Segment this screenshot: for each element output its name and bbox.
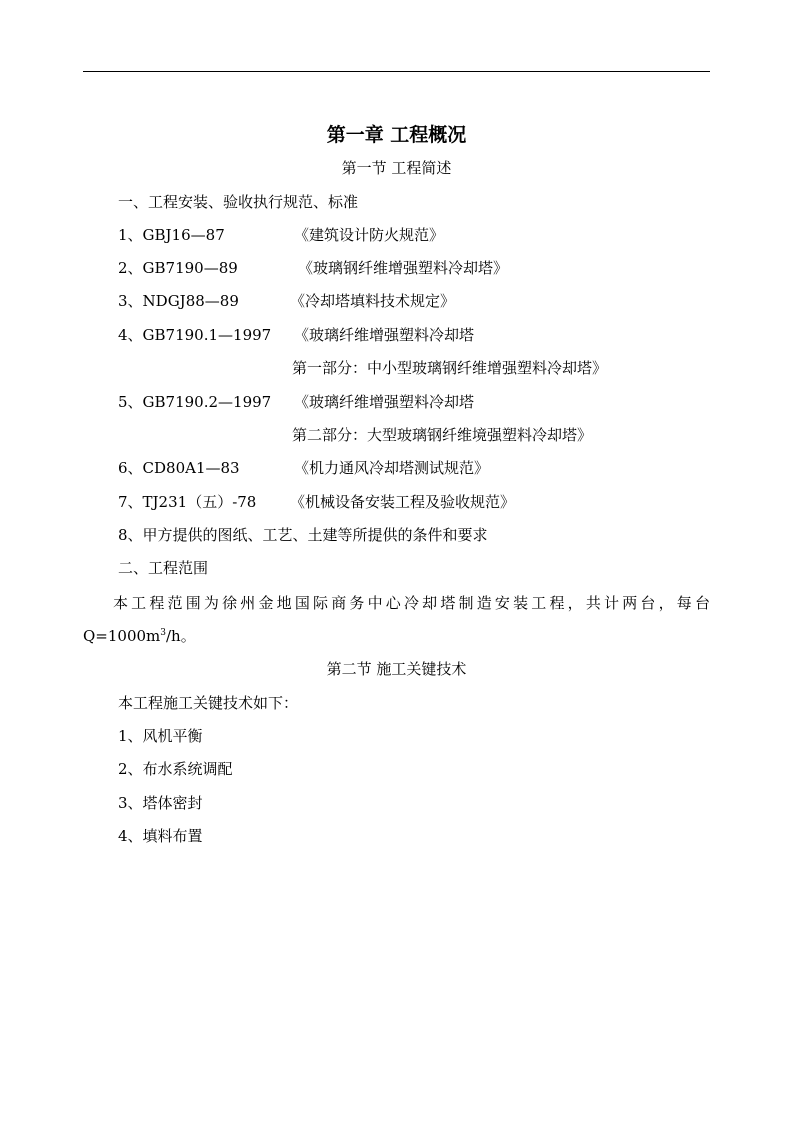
list-item: 1、风机平衡 <box>118 727 203 745</box>
standard-number: 1、GBJ16—87 <box>118 226 225 244</box>
standard-number: 6、CD80A1—83 <box>118 459 240 477</box>
list-item: 3、塔体密封 <box>118 794 203 812</box>
scope-text: 本工程范围为徐州金地国际商务中心冷却塔制造安装工程，共计两台，每台Q=1000m <box>83 594 710 645</box>
key-intro: 本工程施工关键技术如下： <box>118 694 299 712</box>
standard-name-continuation: 第二部分：大型玻璃钢纤维境强塑料冷却塔》 <box>292 426 593 444</box>
standard-name: 《机力通风冷却塔测试规范》 <box>294 459 490 477</box>
chapter-title: 第一章 工程概况 <box>326 124 467 146</box>
heading-standards: 一、工程安装、验收执行规范、标准 <box>118 193 359 211</box>
standard-number: 4、GB7190.1—1997 <box>118 326 272 344</box>
standard-name: 《玻璃纤维增强塑料冷却塔 <box>294 326 475 344</box>
standard-name-continuation: 第一部分：中小型玻璃钢纤维增强塑料冷却塔》 <box>292 359 608 377</box>
list-item: 2、布水系统调配 <box>118 760 233 778</box>
scope-paragraph <box>83 587 710 653</box>
section-title: 第一节 工程简述 <box>341 159 452 177</box>
standard-name: 《建筑设计防火规范》 <box>294 226 445 244</box>
list-item: 4、填料布置 <box>118 827 203 845</box>
standard-name: 《玻璃纤维增强塑料冷却塔 <box>294 393 475 411</box>
list-item: 8、甲方提供的图纸、工艺、土建等所提供的条件和要求 <box>118 526 488 544</box>
standard-name: 《冷却塔填料技术规定》 <box>290 292 456 310</box>
section-title: 第二节 施工关键技术 <box>326 660 467 678</box>
scope-superscript: 3 <box>160 628 166 638</box>
heading-scope: 二、工程范围 <box>118 559 209 577</box>
standard-name: 《机械设备安装工程及验收规范》 <box>290 493 516 511</box>
standard-number: 3、NDGJ88—89 <box>118 292 239 310</box>
standard-number: 7、TJ231（五）-78 <box>118 493 257 511</box>
standard-number: 2、GB7190—89 <box>118 259 238 277</box>
scope-tail: /h。 <box>166 627 196 645</box>
standard-number: 5、GB7190.2—1997 <box>118 393 272 411</box>
standard-name: 《玻璃钢纤维增强塑料冷却塔》 <box>298 259 509 277</box>
header-rule <box>83 71 710 72</box>
